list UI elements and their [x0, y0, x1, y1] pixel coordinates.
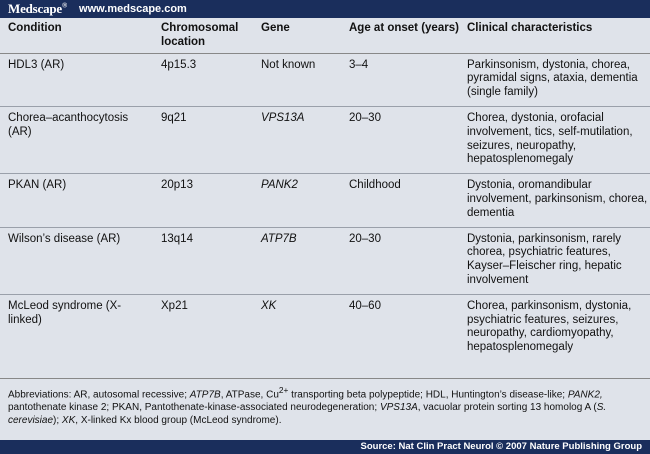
- source-credit: Source: Nat Clin Pract Neurol © 2007 Nature Publishing Group: [0, 440, 650, 454]
- col-header-onset: Age at onset (years): [341, 18, 459, 53]
- col-header-clinical: Clinical characteristics: [459, 18, 650, 53]
- cell-location: 4p15.3: [153, 53, 253, 106]
- table-container: [0, 18, 650, 378]
- header-bar: [0, 0, 650, 18]
- cell-onset: Childhood: [341, 174, 459, 227]
- cell-gene: VPS13A: [253, 106, 341, 173]
- medscape-logo[interactable]: Medscape®: [8, 1, 68, 16]
- table-row: [0, 106, 650, 173]
- cell-condition: Wilson’s disease (AR): [0, 227, 153, 294]
- conditions-table: [0, 18, 650, 361]
- abbreviations-footnote: Abbreviations: AR, autosomal recessive; ATP7B, ATPase, $Cu^{2+}$ transporting beta polypeptide; HDL, Huntington’s disease-like; PANK2, pantothenate kinase 2; PKAN, Pantothenate-kinase-associated neurodegeneration; VPS13A, vacuolar protein sorting 13 homolog A (S. cerevisiae); XK, X-linked Kx blood group (McLeod syndrome).: [0, 378, 650, 440]
- table-row: [0, 174, 650, 227]
- cell-condition: Chorea–acanthocytosis (AR): [0, 106, 153, 173]
- cell-gene: PANK2: [253, 174, 341, 227]
- cell-location: 20p13: [153, 174, 253, 227]
- cell-location: Xp21: [161, 299, 188, 312]
- cell-clinical: Chorea, parkinsonism, dystonia, psychiatric features, seizures, neuropathy, cardiomyopathy, hepatosplenomegaly: [467, 299, 632, 354]
- col-header-condition: Condition: [0, 18, 153, 53]
- cell-condition: HDL3 (AR): [0, 53, 153, 106]
- cell-clinical: Dystonia, oromandibular involvement, parkinsonism, chorea, dementia: [459, 174, 650, 227]
- cell-gene: XK: [261, 299, 277, 312]
- cell-gene: Not known: [253, 53, 341, 106]
- cell-clinical: Dystonia, parkinsonism, rarely chorea, psychiatric features, Kayser–Fleischer ring, hepatic involvement: [459, 227, 650, 294]
- cell-onset: 20–30: [341, 227, 459, 294]
- table-header-row: [0, 18, 650, 53]
- col-header-gene: Gene: [253, 18, 341, 53]
- cell-location: 13q14: [153, 227, 253, 294]
- table-row: [0, 53, 650, 106]
- cell-clinical: Chorea, dystonia, orofacial involvement, tics, self-mutilation, seizures, neuropathy, hepatosplenomegaly: [459, 106, 650, 173]
- table-row: [0, 227, 650, 294]
- cell-condition: PKAN (AR): [0, 174, 153, 227]
- cell-location: 9q21: [153, 106, 253, 173]
- cell-condition: McLeod syndrome (X-linked): [8, 299, 122, 326]
- cell-clinical: Parkinsonism, dystonia, chorea, pyramidal signs, ataxia, dementia (single family): [459, 53, 650, 106]
- cell-gene: ATP7B: [253, 227, 341, 294]
- col-header-location: Chromosomal location: [153, 18, 253, 53]
- cell-onset: 20–30: [341, 106, 459, 173]
- cell-onset: 3–4: [341, 53, 459, 106]
- site-url[interactable]: www.medscape.com: [79, 3, 187, 15]
- table-row: [0, 294, 650, 361]
- cell-onset: 40–60: [349, 299, 381, 312]
